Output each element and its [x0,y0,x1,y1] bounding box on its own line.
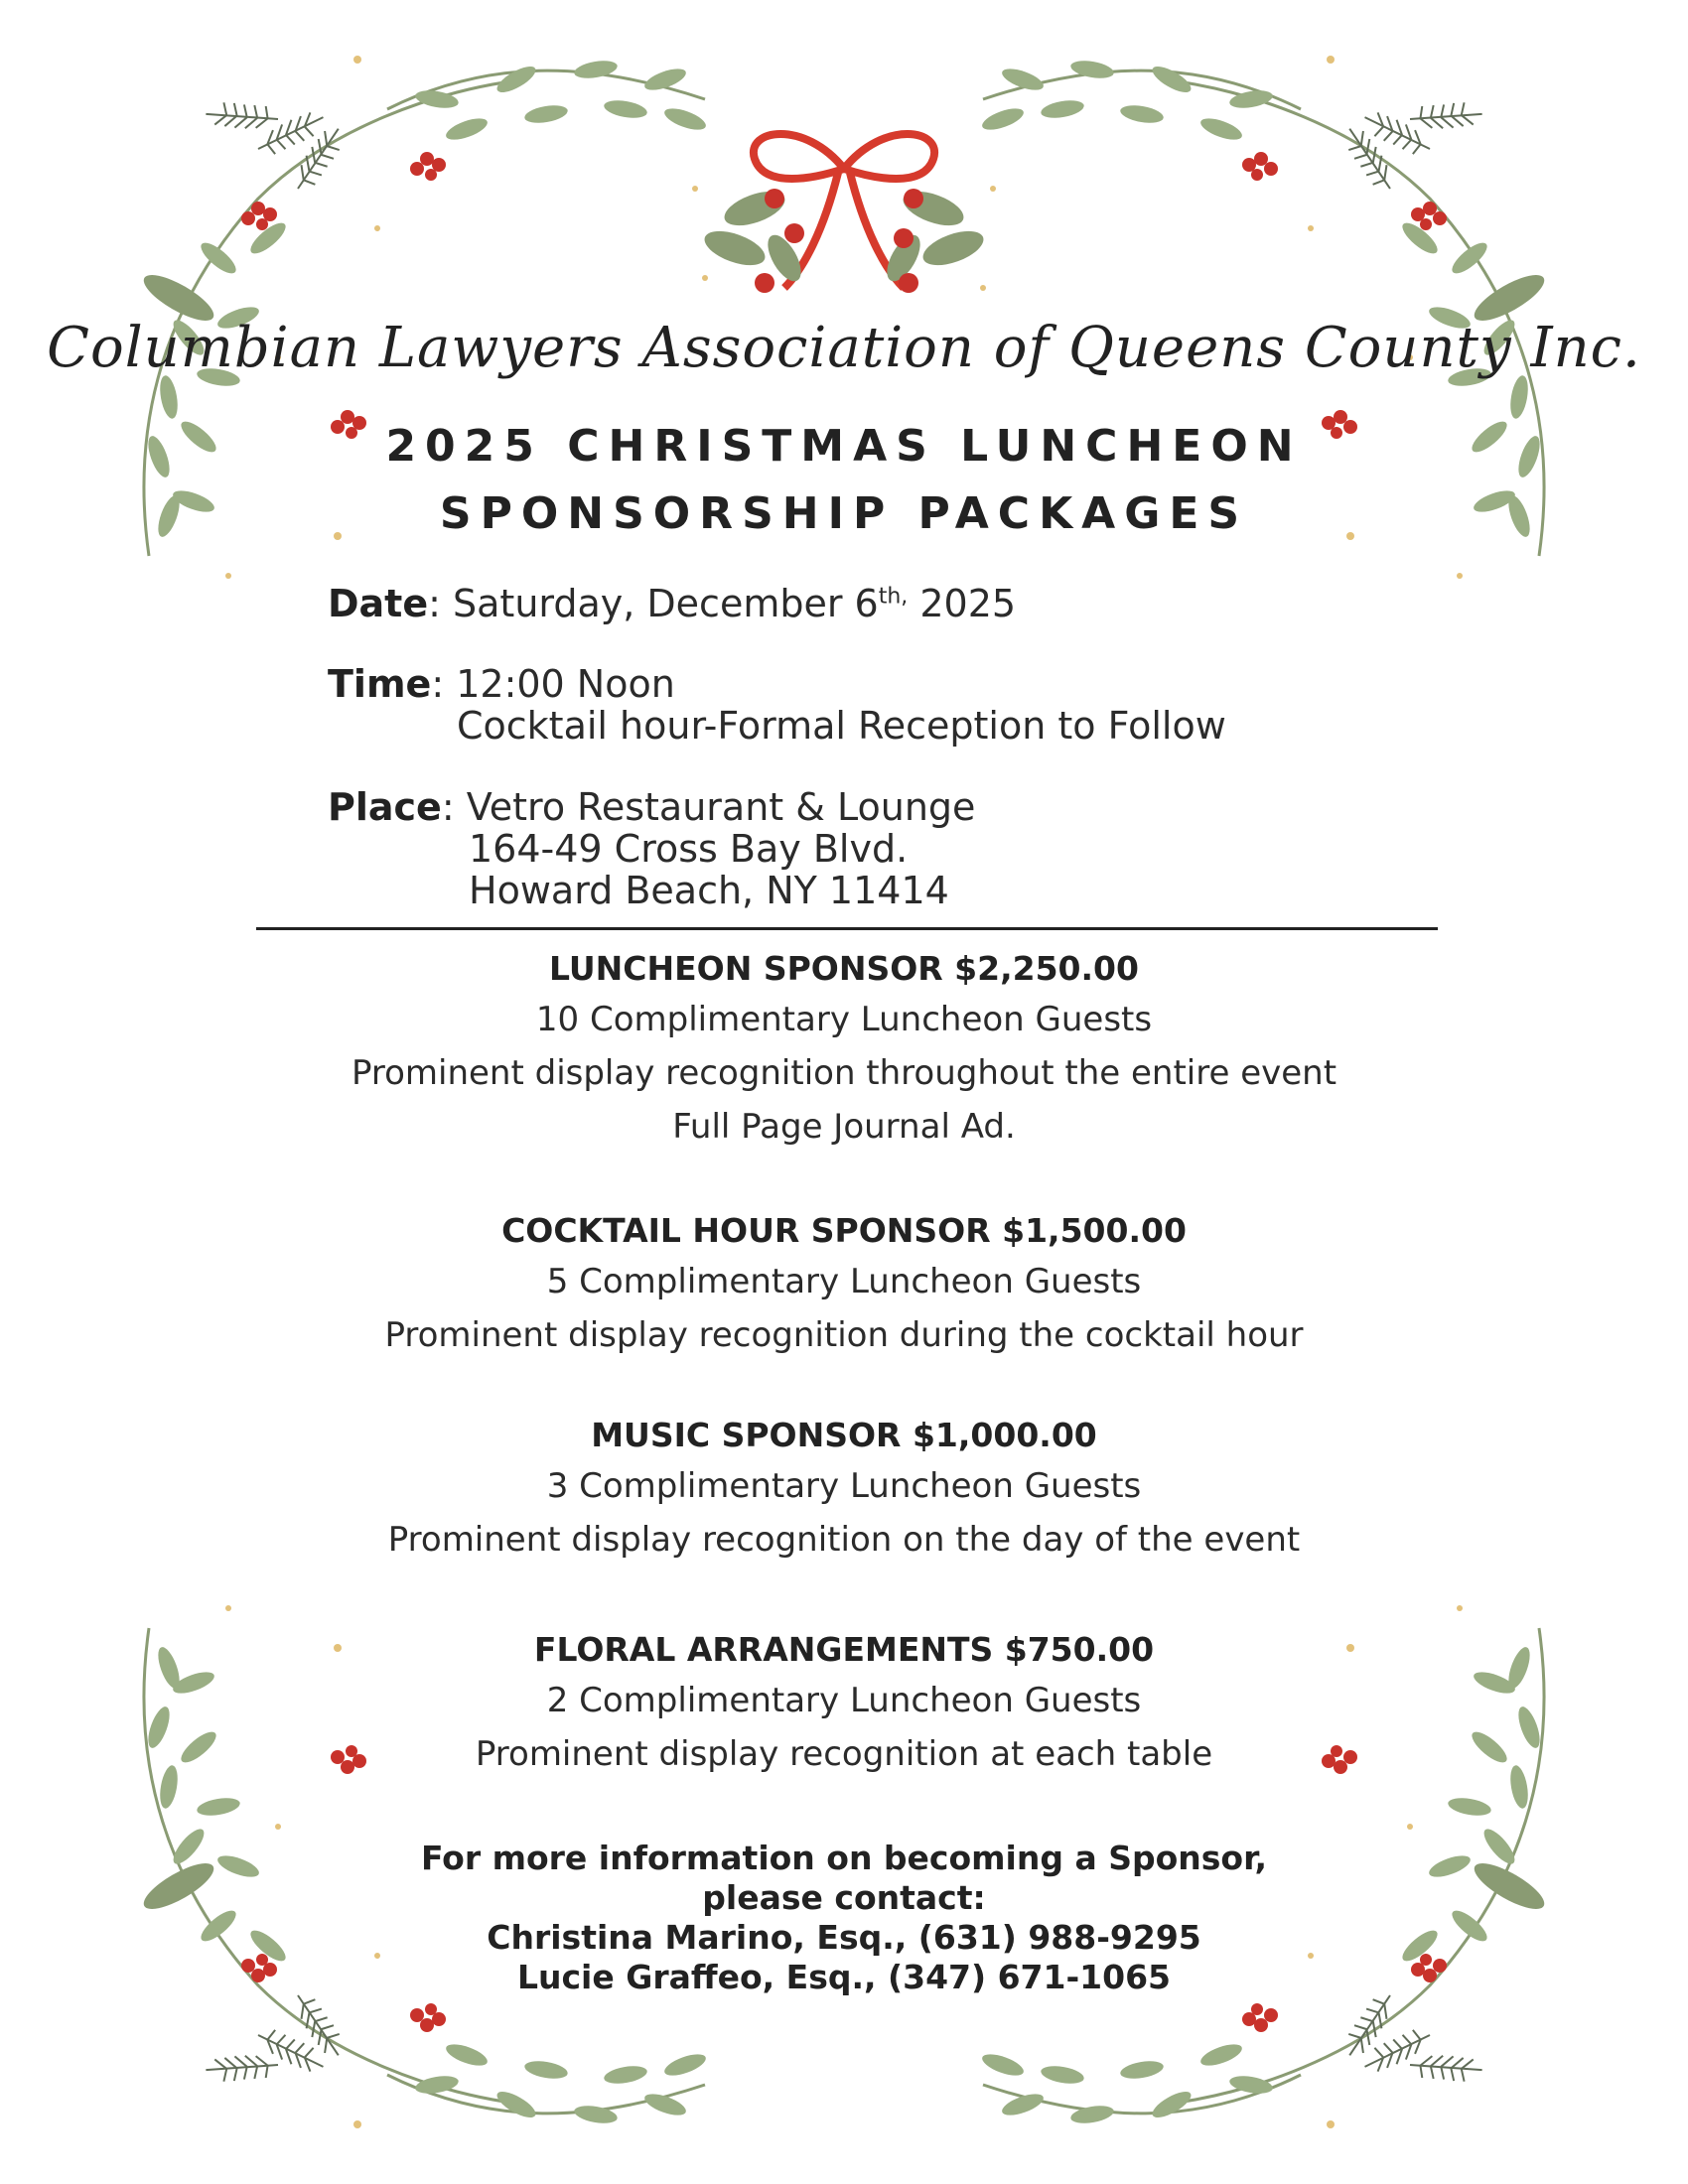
package-floral [0,1626,1688,1781]
date-year: 2025 [908,582,1017,625]
package-line: Prominent display recognition on the day of the event [387,1520,1301,1560]
package-cocktail-hour [0,1207,1688,1362]
package-heading: FLORAL ARRANGEMENTS $750.00 [533,1630,1155,1669]
contact-prompt: please contact: [702,1878,986,1917]
package-line: 3 Complimentary Luncheon Guests [546,1466,1142,1506]
event-title: 2025 CHRISTMAS LUNCHEON [385,421,1303,472]
event-date: Date: Saturday, December $6^{th,}$ 2025 [328,582,1017,625]
place-city: Howard Beach, NY 11414 [469,869,949,912]
place-value: Vetro Restaurant & Lounge [466,785,976,829]
package-line: 5 Complimentary Luncheon Guests [546,1262,1142,1301]
contact-person-1: Christina Marino, Esq., (631) 988-9295 [487,1918,1201,1957]
date-suffix: th, [878,584,909,610]
package-line: Prominent display recognition at each table [475,1734,1213,1774]
package-line: 10 Complimentary Luncheon Guests [535,1000,1153,1039]
organization-name: Columbian Lawyers Association of Queens County Inc. [47,316,1641,380]
event-place: Place: Vetro Restaurant & Lounge 164-49 Cross Bay Blvd. Howard Beach, NY 11414 [328,785,976,912]
package-line: Prominent display recognition during the cocktail hour [384,1315,1304,1355]
contact-intro: For more information on becoming a Sponsor, [420,1839,1268,1877]
package-line: 2 Complimentary Luncheon Guests [546,1681,1142,1720]
time-label: Time [328,662,432,706]
package-luncheon [0,945,1688,1154]
date-value: Saturday, December 6 [453,582,879,625]
mistletoe-bow-icon [692,134,996,293]
package-line: Prominent display recognition throughout the entire event [351,1053,1337,1093]
package-heading: LUNCHEON SPONSOR $2,250.00 [549,949,1139,988]
time-sub: Cocktail hour-Formal Reception to Follow [457,704,1226,748]
event-time: Time: 12:00 Noon Cocktail hour-Formal Reception to Follow [328,662,1226,748]
package-line: Full Page Journal Ad. [672,1107,1016,1147]
package-heading: COCKTAIL HOUR SPONSOR $1,500.00 [501,1211,1187,1250]
place-label: Place [328,785,442,829]
package-heading: MUSIC SPONSOR $1,000.00 [591,1416,1097,1454]
place-street: 164-49 Cross Bay Blvd. [469,827,909,871]
contact-info [0,1839,1688,1997]
section-divider [256,927,1438,930]
event-subtitle: SPONSORSHIP PACKAGES [439,488,1249,539]
package-music [0,1412,1688,1567]
date-label: Date [328,582,429,625]
contact-person-2: Lucie Graffeo, Esq., (347) 671-1065 [516,1958,1172,1996]
time-value: 12:00 Noon [456,662,675,706]
